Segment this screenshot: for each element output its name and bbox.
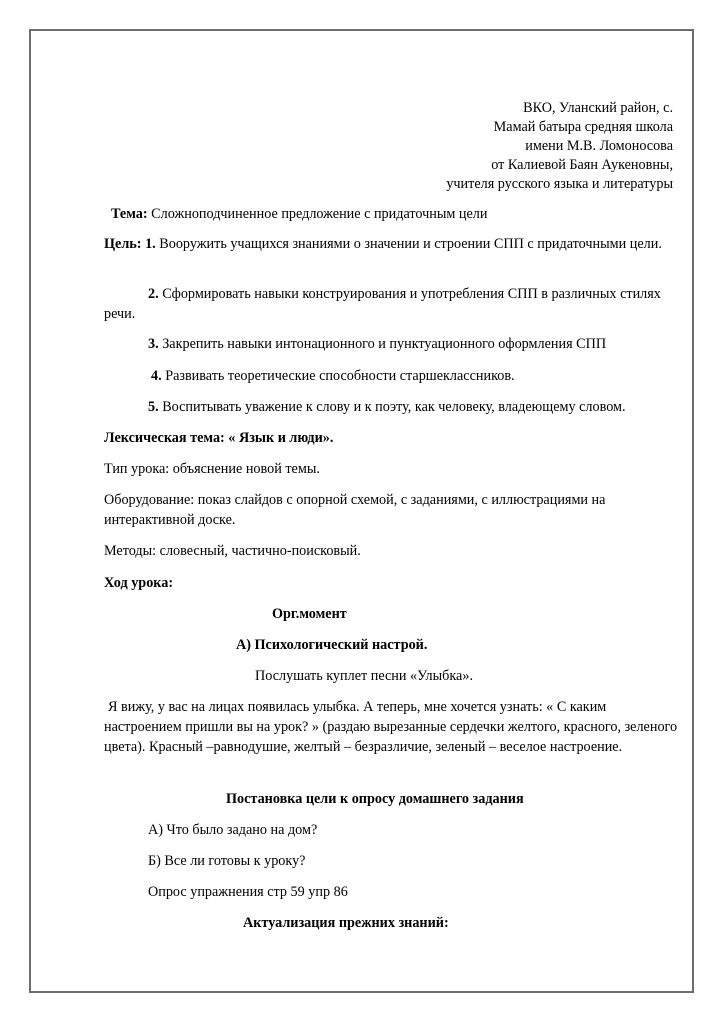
smile-paragraph: Я вижу, у вас на лицах появилась улыбка. А теперь, мне хочется узнать: « С каким настроением пришли вы на урок? » (раздаю вырезанные сердечки желтого, красного, зеленого цвета). Красный –равнодушие, желтый – безразличие, зеленый – веселое настроение. — [104, 699, 678, 755]
goal-item-number: 5. — [148, 399, 159, 415]
header-line-4: от Калиевой Баян Аукеновны, — [491, 157, 673, 173]
goal-item-number: 4. — [151, 368, 162, 384]
goal-item-5 — [148, 397, 626, 417]
exercise-line: Опрос упражнения стр 59 упр 86 — [148, 884, 348, 900]
topic-line — [111, 204, 487, 224]
psych-heading: А) Психологический настрой. — [236, 637, 428, 653]
goal-item-text: Развивать теоретические способности старшеклассников. — [161, 368, 515, 384]
goal-item-number: 2. — [148, 286, 159, 302]
goal-label: Цель: — [104, 236, 142, 252]
goal-item-1 — [104, 234, 664, 254]
goal-item-2 — [104, 284, 674, 324]
homework-heading: Постановка цели к опросу домашнего задания — [226, 791, 524, 807]
topic-text: Сложноподчиненное предложение с придаточным цели — [147, 206, 488, 222]
topic-label: Тема: — [111, 206, 148, 222]
goal-item-4 — [151, 366, 515, 386]
org-moment-heading: Орг.момент — [272, 606, 347, 622]
goal-item-number: 1. — [145, 236, 156, 252]
equipment: Оборудование: показ слайдов с опорной схемой, с заданиями, с иллюстрациями на интерактивной доске. — [104, 492, 606, 528]
goal-item-number: 3. — [148, 336, 159, 352]
header-line-5: учителя русского языка и литературы — [446, 176, 673, 192]
goal-item-text: Вооружить учащихся знаниями о значении и строении СПП с придаточными цели. — [155, 236, 662, 252]
goal-item-3 — [148, 334, 606, 354]
header-line-1: ВКО, Уланский район, с. — [523, 100, 673, 116]
goal-item-text: Закрепить навыки интонационного и пунктуационного оформления СПП — [158, 336, 607, 352]
question-b: Б) Все ли готовы к уроку? — [148, 853, 306, 869]
actualization-heading: Актуализация прежних знаний: — [243, 915, 449, 931]
question-a: А) Что было задано на дом? — [148, 822, 318, 838]
methods: Методы: словесный, частично-поисковый. — [104, 543, 361, 559]
lesson-type: Тип урока: объяснение новой темы. — [104, 461, 320, 477]
goal-item-text: Воспитывать уважение к слову и к поэту, как человеку, владеющему словом. — [158, 399, 626, 415]
header-line-2: Мамай батыра средняя школа — [493, 119, 673, 135]
header-line-3: имени М.В. Ломоносова — [525, 138, 673, 154]
lexical-theme: Лексическая тема: « Язык и люди». — [104, 430, 334, 446]
song-line: Послушать куплет песни «Улыбка». — [255, 668, 473, 684]
goal-item-text: Сформировать навыки конструирования и употребления СПП в различных стилях речи. — [104, 286, 661, 322]
course-heading: Ход урока: — [104, 575, 174, 591]
